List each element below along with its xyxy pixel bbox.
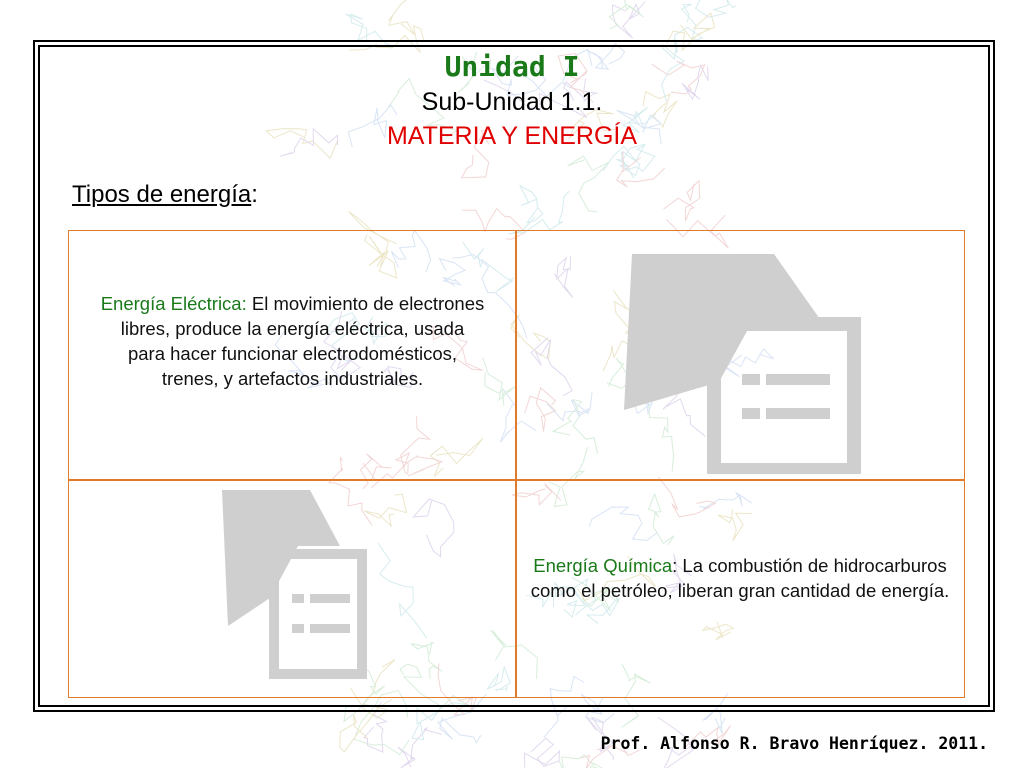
image-placeholder-icon[interactable]	[624, 252, 864, 474]
table-horizontal-divider	[68, 479, 965, 481]
footer-credit: Prof. Alfonso R. Bravo Henríquez. 2011.	[600, 734, 988, 753]
subunit-title: Sub-Unidad 1.1.	[421, 88, 603, 116]
background-squiggle	[389, 0, 417, 35]
table-vertical-divider	[515, 230, 517, 698]
image-placeholder-icon[interactable]	[220, 488, 370, 680]
chemical-energy-text: : La combustión de hidrocarburos como el petróleo, liberan gran cantidad de energía.	[530, 555, 950, 601]
section-heading-colon: :	[251, 181, 258, 208]
background-squiggle	[559, 755, 607, 768]
background-squiggle	[696, 0, 736, 17]
topic-title: MATERIA Y ENERGÍA	[386, 122, 638, 150]
section-heading	[72, 181, 258, 209]
background-squiggle	[524, 738, 559, 767]
cell-chemical-energy	[525, 553, 955, 603]
section-heading-text: Tipos de energía	[72, 181, 252, 208]
electric-energy-text: El movimiento de electrones libres, produce la energía eléctrica, usada para hacer funcionar electrodomésticos, trenes, y artefactos industriales.	[120, 293, 485, 389]
chemical-energy-term: Energía Química	[533, 555, 673, 576]
cell-electric-energy	[100, 291, 485, 391]
unit-title: Unidad I	[444, 50, 580, 83]
electric-energy-term: Energía Eléctrica:	[100, 293, 247, 314]
